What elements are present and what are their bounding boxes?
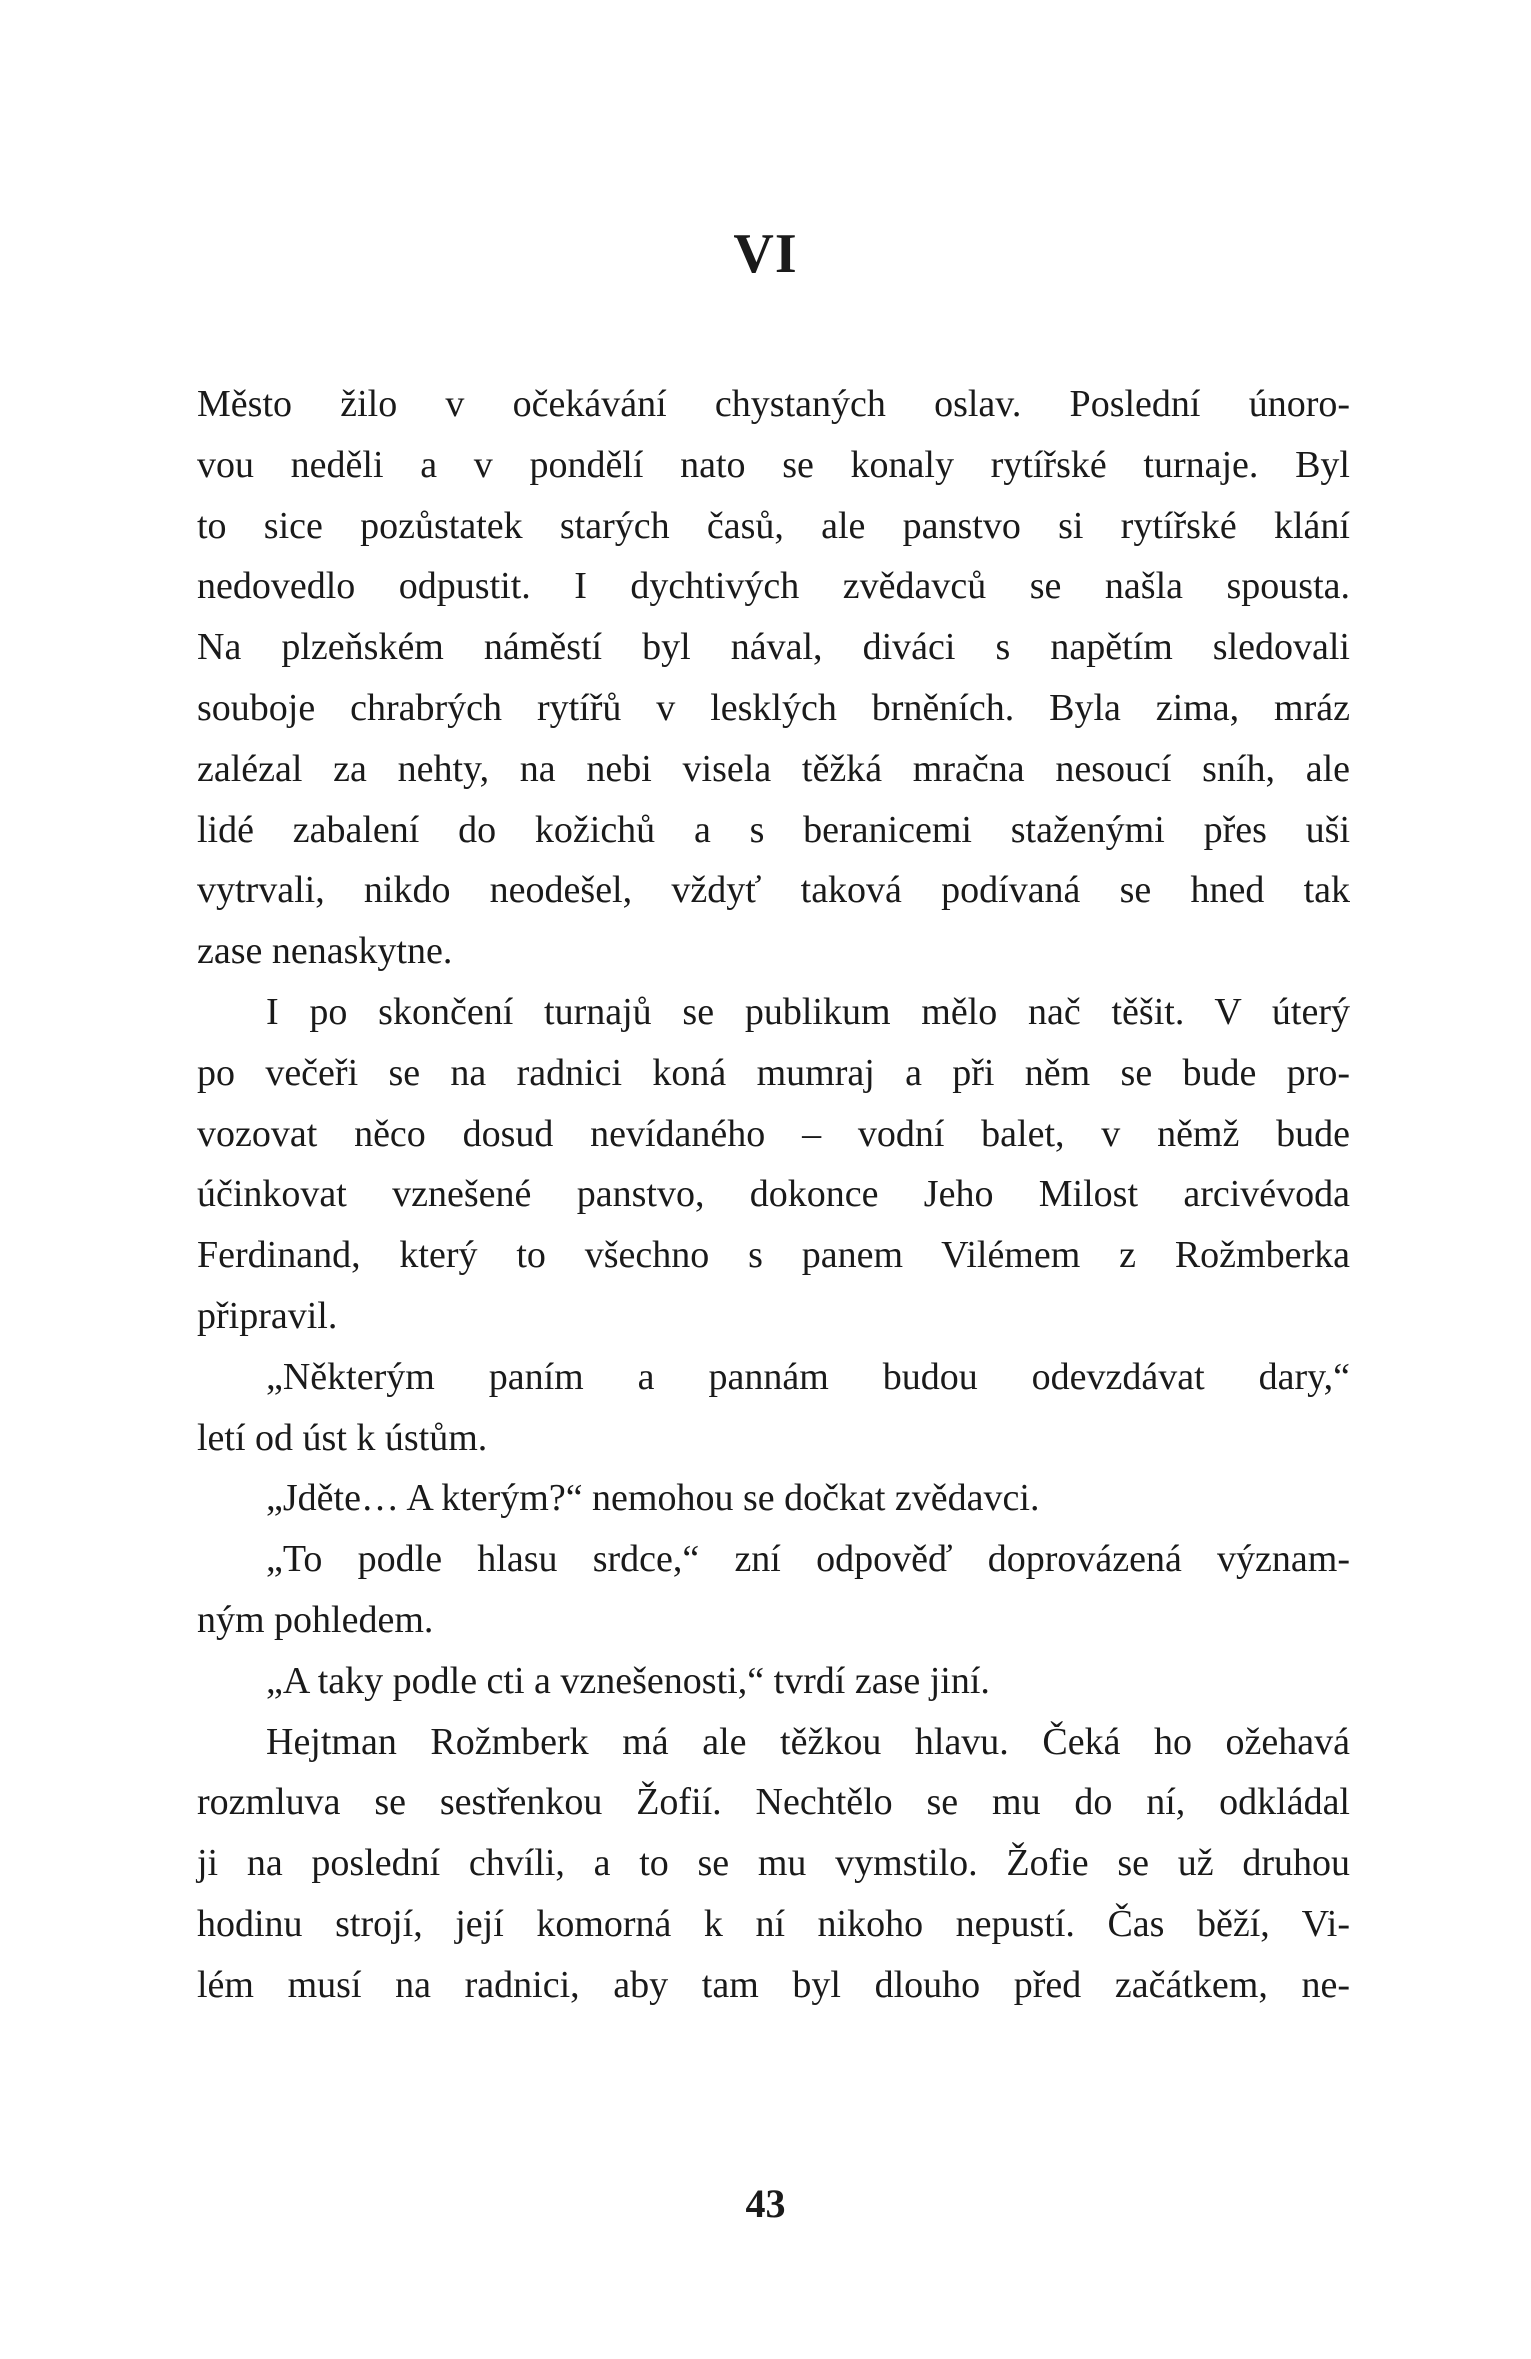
text-line: to sice pozůstatek starých časů, ale panstvo si rytířské klání: [197, 504, 1350, 547]
text-line: „Jděte… A kterým?“ nemohou se dočkat zvědavci.: [266, 1477, 1040, 1520]
text-line: letí od úst k ústům.: [197, 1416, 488, 1459]
text-line: lém musí na radnici, aby tam byl dlouho před začátkem, ne-: [197, 1963, 1350, 2006]
text-line: účinkovat vznešené panstvo, dokonce Jeho Milost arcivévoda: [197, 1173, 1350, 1216]
chapter-title: VI: [733, 223, 798, 285]
text-line: zase nenaskytne.: [197, 930, 453, 973]
text-line: vou neděli a v pondělí nato se konaly rytířské turnaje. Byl: [197, 443, 1350, 486]
text-line: zalézal za nehty, na nebi visela těžká mračna nesoucí sníh, ale: [197, 747, 1350, 790]
text-line: Ferdinand, který to všechno s panem Vilémem z Rožmberka: [197, 1234, 1350, 1277]
paragraph: [197, 1712, 1350, 2016]
text-line: rozmluva se sestřenkou Žofií. Nechtělo se mu do ní, odkládal: [197, 1781, 1350, 1824]
text-line: „A taky podle cti a vznešenosti,“ tvrdí zase jiní.: [266, 1659, 990, 1702]
text-line: „To podle hlasu srdce,“ zní odpověď doprovázená význam-: [266, 1538, 1350, 1581]
text-line: lidé zabalení do kožichů a s beranicemi staženými přes uši: [197, 808, 1350, 851]
text-line: připravil.: [197, 1294, 338, 1337]
text-line: Hejtman Rožmberk má ale těžkou hlavu. Čeká ho ožehavá: [266, 1720, 1350, 1763]
paragraph: [197, 1347, 1350, 1469]
paragraph: [197, 1651, 1350, 1712]
text-line: „Některým paním a pannám budou odevzdávat dary,“: [266, 1355, 1350, 1398]
text-line: Na plzeňském náměstí byl nával, diváci s napětím sledovali: [197, 626, 1350, 669]
text-line: ji na poslední chvíli, a to se mu vymstilo. Žofie se už druhou: [197, 1842, 1350, 1885]
paragraph: [197, 374, 1350, 982]
text-line: vytrvali, nikdo neodešel, vždyť taková podívaná se hned tak: [197, 869, 1350, 912]
text-line: ným pohledem.: [197, 1598, 434, 1641]
text-line: po večeři se na radnici koná mumraj a při něm se bude pro-: [197, 1051, 1350, 1094]
text-line: I po skončení turnajů se publikum mělo nač těšit. V úterý: [266, 990, 1350, 1033]
text-line: nedovedlo odpustit. I dychtivých zvědavců se našla spousta.: [197, 565, 1350, 608]
paragraph: [197, 982, 1350, 1347]
body-text: [197, 374, 1350, 2016]
paragraph: [197, 1529, 1350, 1651]
paragraph: [197, 1468, 1350, 1529]
text-line: hodinu strojí, její komorná k ní nikoho nepustí. Čas běží, Vi-: [197, 1902, 1350, 1945]
text-line: Město žilo v očekávání chystaných oslav. Poslední únoro-: [197, 383, 1350, 425]
text-line: vozovat něco dosud nevídaného – vodní balet, v němž bude: [197, 1112, 1350, 1155]
page-number: 43: [745, 2181, 786, 2226]
text-line: souboje chrabrých rytířů v lesklých brněních. Byla zima, mráz: [197, 686, 1350, 729]
